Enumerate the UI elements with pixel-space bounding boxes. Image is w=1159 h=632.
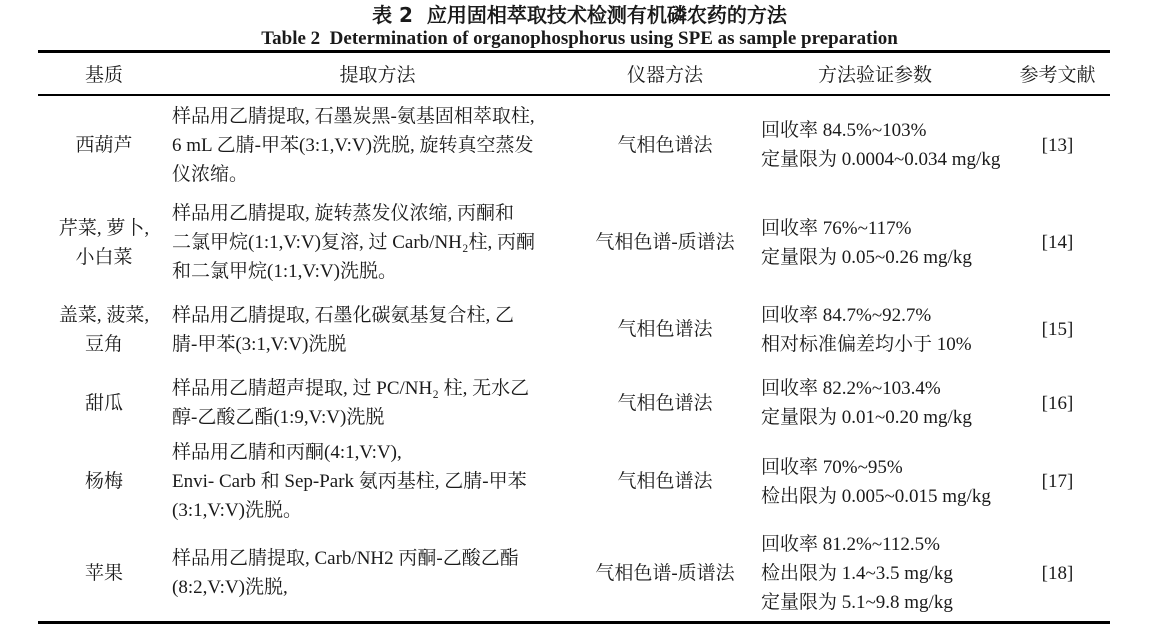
extraction-line: (8:2,V:V)洗脱, (172, 577, 288, 598)
extraction-line: 样品用乙腈和丙酮(4:1,V:V), (172, 442, 402, 463)
validation-line: 检出限为 0.005~0.015 mg/kg (761, 485, 991, 507)
reference-cell: [14] (1041, 232, 1074, 253)
matrix-cell (38, 214, 170, 272)
spe-methods-table (38, 50, 1110, 624)
header-matrix: 基质 (84, 65, 123, 86)
reference-cell: [16] (1041, 392, 1074, 414)
matrix-line: 西葫芦 (75, 134, 133, 156)
matrix-line: 芹菜, 萝卜, (58, 217, 150, 239)
matrix-cell (38, 389, 170, 418)
instrument-method-cell: 气相色谱法 (617, 471, 713, 492)
matrix-cell (38, 131, 170, 160)
validation-line: 检出限为 1.4~3.5 mg/kg (761, 562, 953, 584)
extraction-method-cell (170, 102, 585, 189)
validation-params-cell (745, 374, 1005, 432)
extraction-line: Envi- Carb 和 Sep-Park 氨丙基柱, 乙腈-甲苯 (172, 471, 527, 492)
matrix-line: 杨梅 (84, 471, 123, 492)
table-row (38, 525, 1110, 621)
table-row (38, 438, 1110, 525)
extraction-line: 腈-甲苯(3:1,V:V)洗脱 (172, 333, 347, 355)
instrument-method-cell: 气相色谱法 (617, 319, 713, 340)
validation-params-cell (745, 116, 1005, 174)
table-row (38, 96, 1110, 194)
reference-cell: [18] (1041, 562, 1074, 584)
table-title-en: Table 2 Determination of organophosphorus using SPE as sample preparation (261, 28, 898, 49)
instrument-method-cell: 气相色谱法 (617, 392, 713, 414)
matrix-line: 甜瓜 (84, 392, 123, 414)
validation-line: 回收率 82.2%~103.4% (761, 378, 941, 399)
validation-line: 回收率 84.5%~103% (761, 120, 927, 141)
extraction-line: (3:1,V:V)洗脱。 (172, 500, 302, 521)
extraction-line: 醇-乙酸乙酯(1:9,V:V)洗脱 (172, 407, 385, 428)
table-title-zh: 表 2 应用固相萃取技术检测有机磷农药的方法 (372, 3, 787, 27)
table-row (38, 368, 1110, 438)
validation-params-cell (745, 530, 1005, 617)
table-header-row (38, 53, 1110, 96)
validation-line: 回收率 76%~117% (761, 217, 912, 239)
extraction-method-cell (170, 438, 585, 525)
matrix-cell (38, 301, 170, 359)
extraction-method-cell (170, 199, 585, 286)
extraction-line: 样品用乙腈超声提取, 过 PC/NH₂ 柱, 无水乙 (172, 378, 530, 399)
matrix-line: 小白菜 (75, 246, 133, 268)
extraction-line: 样品用乙腈提取, 旋转蒸发仪浓缩, 丙酮和 (172, 203, 515, 224)
header-instrument: 仪器方法 (626, 65, 703, 86)
extraction-line: 二氯甲烷(1:1,V:V)复溶, 过 Carb/NH₂柱, 丙酮 (172, 232, 536, 253)
table-body (38, 96, 1110, 621)
extraction-line: 样品用乙腈提取, 石墨化碳氨基复合柱, 乙 (172, 304, 515, 326)
extraction-method-cell (170, 374, 585, 432)
validation-params-cell (745, 214, 1005, 272)
validation-line: 回收率 81.2%~112.5% (761, 533, 940, 555)
validation-line: 回收率 84.7%~92.7% (761, 304, 932, 326)
reference-cell: [17] (1041, 471, 1074, 492)
matrix-line: 盖菜, 菠菜, (58, 304, 150, 326)
extraction-line: 仪浓缩。 (172, 163, 249, 185)
matrix-cell (38, 467, 170, 496)
reference-cell: [15] (1041, 319, 1074, 340)
header-validation: 方法验证参数 (817, 65, 932, 86)
extraction-method-cell (170, 301, 585, 359)
matrix-cell (38, 559, 170, 588)
validation-line: 定量限为 5.1~9.8 mg/kg (761, 591, 953, 613)
matrix-line: 豆角 (84, 333, 123, 355)
validation-line: 定量限为 0.05~0.26 mg/kg (761, 246, 972, 268)
instrument-method-cell: 气相色谱-质谱法 (595, 562, 735, 584)
validation-params-cell (745, 453, 1005, 511)
reference-cell: [13] (1041, 134, 1074, 156)
validation-line: 定量限为 0.0004~0.034 mg/kg (761, 149, 1001, 170)
validation-line: 回收率 70%~95% (761, 456, 903, 478)
validation-params-cell (745, 301, 1005, 359)
header-reference: 参考文献 (1019, 65, 1096, 86)
extraction-line: 和二氯甲烷(1:1,V:V)洗脱。 (172, 261, 397, 282)
instrument-method-cell: 气相色谱-质谱法 (595, 232, 735, 253)
matrix-line: 苹果 (84, 562, 123, 584)
extraction-line: 样品用乙腈提取, Carb/NH2 丙酮-乙酸乙酯 (172, 548, 519, 569)
header-extraction: 提取方法 (339, 65, 416, 86)
instrument-method-cell: 气相色谱法 (617, 134, 713, 156)
table-row (38, 291, 1110, 368)
table-row (38, 194, 1110, 291)
validation-line: 相对标准偏差均小于 10% (761, 333, 972, 355)
validation-line: 定量限为 0.01~0.20 mg/kg (761, 407, 972, 428)
extraction-method-cell (170, 544, 585, 602)
extraction-line: 样品用乙腈提取, 石墨炭黑-氨基固相萃取柱, (172, 105, 535, 127)
extraction-line: 6 mL 乙腈-甲苯(3:1,V:V)洗脱, 旋转真空蒸发 (172, 134, 534, 156)
